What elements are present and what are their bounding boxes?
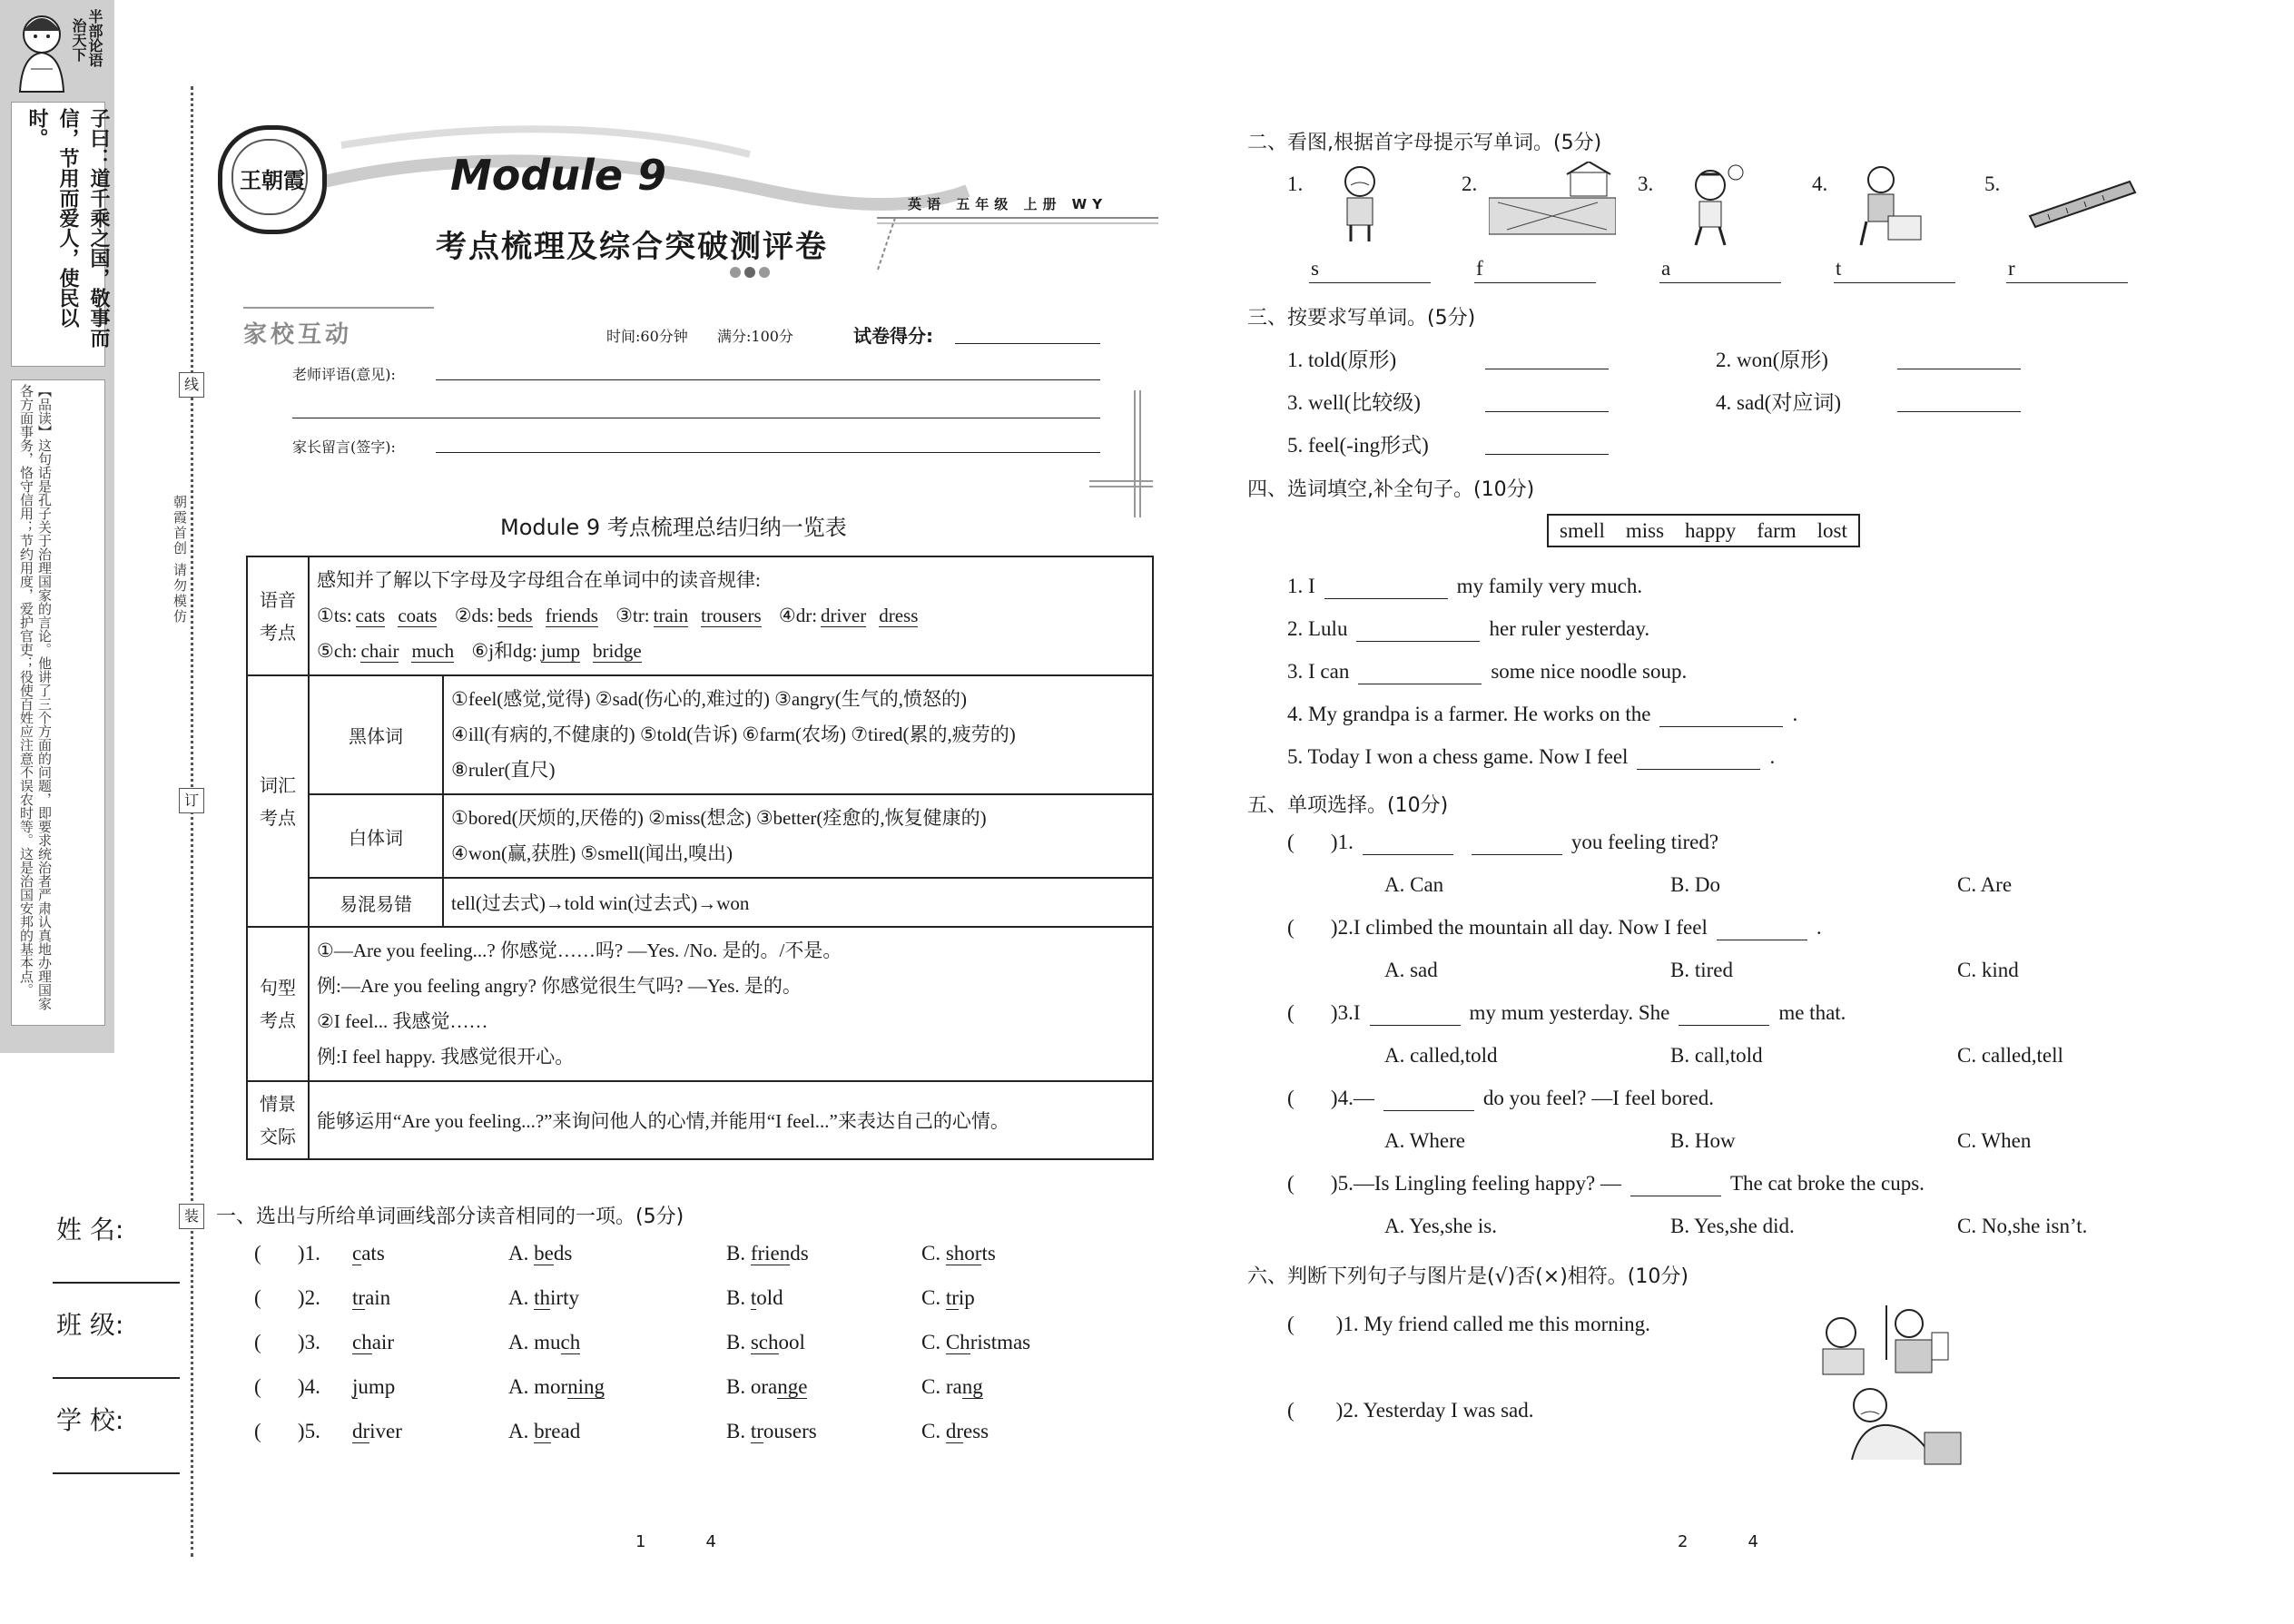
option-a: A. sad bbox=[1384, 959, 1438, 981]
boy-icon bbox=[1324, 162, 1451, 251]
section4-item bbox=[1287, 660, 1687, 684]
underlined-part: th bbox=[534, 1286, 551, 1309]
underlined-part: tr bbox=[750, 1420, 763, 1442]
option-a bbox=[508, 1420, 580, 1443]
option-a bbox=[508, 1286, 579, 1310]
option-c: C. No,she isn’t. bbox=[1957, 1215, 2088, 1237]
section3-item: 1. told(原形) bbox=[1287, 349, 1397, 371]
option-c: C. kind bbox=[1957, 959, 2019, 981]
text: 1. I bbox=[1287, 575, 1315, 597]
fill-blank[interactable] bbox=[1659, 703, 1783, 727]
answer-bracket[interactable]: ( )2. bbox=[254, 1286, 320, 1309]
section5-question: ( )4.— do you feel? —I feel bored. bbox=[1287, 1087, 1715, 1109]
answer-bracket[interactable]: ( )4. bbox=[254, 1375, 320, 1398]
section4-item bbox=[1287, 745, 1775, 770]
text: iver bbox=[369, 1420, 402, 1442]
underlined-part: ning bbox=[567, 1375, 605, 1398]
text: ristmas bbox=[970, 1331, 1031, 1353]
option-b bbox=[726, 1375, 807, 1399]
section5-question: ( )2.I climbed the mountain all day. Now I feel . bbox=[1287, 916, 1822, 939]
section4-title: 四、选词填空,补全句子。(10分) bbox=[1247, 478, 1535, 501]
text: my family very much. bbox=[1456, 575, 1643, 597]
target-word bbox=[352, 1375, 395, 1399]
class-field[interactable] bbox=[53, 1377, 180, 1379]
commentary-box bbox=[11, 379, 105, 1026]
section3-item: 5. feel(-ing形式) bbox=[1287, 434, 1429, 457]
sentence-patterns: ①—Are you feeling...? 你感觉……吗? —Yes. /No. 是的。/不是。 例:—Are you feeling angry? 你感觉很生气吗? —Yes. 是的。 ②I feel... 我感觉…… 例:I feel happy. 我感觉很开心。 bbox=[309, 927, 1153, 1081]
section1-title: 一、选出与所给单词画线部分读音相同的一项。(5分) bbox=[216, 1206, 684, 1228]
fill-blank[interactable] bbox=[1383, 1087, 1474, 1111]
text: 5. Today I won a chess game. Now I feel bbox=[1287, 745, 1629, 768]
text: irty bbox=[550, 1286, 579, 1309]
text: C. ra bbox=[921, 1375, 962, 1398]
teacher-comment-label: 老师评语(意见): bbox=[292, 366, 396, 383]
section5-question: ( )1. you feeling tired? bbox=[1287, 831, 1719, 853]
option-b: B. Do bbox=[1670, 873, 1720, 896]
logo bbox=[218, 125, 327, 234]
letter-hint: t bbox=[1836, 257, 1842, 280]
phone-call-picture bbox=[1814, 1296, 1950, 1378]
fill-blank[interactable] bbox=[1356, 617, 1480, 642]
text: )2. bbox=[1330, 916, 1354, 939]
home-school-label: 家校互动 bbox=[243, 321, 353, 349]
section1-row bbox=[254, 1375, 1126, 1412]
vertical-note: 朝霞首创 请勿模仿 bbox=[172, 495, 188, 625]
fill-blank[interactable] bbox=[1679, 1001, 1769, 1026]
letter-hint: s bbox=[1311, 257, 1319, 280]
commentary-text: 【品读】这句话是孔子关于治理国家的言论。他讲了三个方面的问题，即要求统治者严肃认真地办理国家各方面事务，恪守信用；节约用度，爱护官吏；役使百姓应注意不误农时等。这是治国安邦的基本点。 bbox=[18, 384, 53, 1010]
section4-item bbox=[1287, 575, 1642, 599]
underlined-part: frien bbox=[750, 1242, 791, 1265]
option-a bbox=[508, 1375, 605, 1399]
fill-blank[interactable] bbox=[1324, 575, 1448, 599]
section4-item bbox=[1287, 703, 1797, 727]
section1-row bbox=[254, 1331, 1126, 1367]
text: . bbox=[1792, 703, 1798, 725]
answer-line[interactable] bbox=[1834, 282, 1955, 283]
answer-line[interactable] bbox=[1309, 282, 1431, 283]
answer-line[interactable] bbox=[1659, 282, 1781, 283]
section5-question: ( )3.I my mum yesterday. She me that. bbox=[1287, 1001, 1846, 1024]
section1-row bbox=[254, 1286, 1126, 1323]
text: )4. bbox=[297, 1375, 320, 1398]
picture-number: 2. bbox=[1462, 172, 1478, 195]
phonics-row-1: ①ts: cats coats ②ds: beds friends ③tr: train trousers ④dr: driver dress bbox=[317, 605, 919, 626]
section2-title: 二、看图,根据首字母提示写单词。(5分) bbox=[1247, 132, 1602, 154]
text: C. bbox=[921, 1420, 946, 1442]
text: some nice noodle soup. bbox=[1491, 660, 1688, 683]
text: 4. My grandpa is a farmer. He works on the bbox=[1287, 703, 1651, 725]
grade-tag: 英语 五年级 上册 WY bbox=[908, 196, 1108, 212]
text: ead bbox=[551, 1420, 581, 1442]
section3-title: 三、按要求写单词。(5分) bbox=[1247, 307, 1476, 330]
option-b: B. tired bbox=[1670, 959, 1733, 981]
text: A. bbox=[508, 1420, 535, 1442]
underlined-part: sch bbox=[750, 1331, 779, 1353]
cut-mark-3: 装 bbox=[179, 1204, 204, 1229]
underlined-part: j bbox=[352, 1375, 359, 1398]
text: )4. bbox=[1330, 1087, 1354, 1109]
underlined-part: dr bbox=[945, 1420, 964, 1442]
text: me that. bbox=[1778, 1001, 1846, 1024]
time-label: 时间:60分钟 bbox=[606, 328, 688, 345]
school-label: 学 校: bbox=[56, 1405, 124, 1435]
picture-number: 3. bbox=[1638, 172, 1654, 195]
section6-item-2: ( )2. Yesterday I was sad. bbox=[1287, 1399, 1534, 1422]
picture-number: 1. bbox=[1287, 172, 1304, 195]
phonics-intro: 感知并了解以下字母及字母组合在单词中的读音规律: bbox=[317, 569, 761, 591]
sidebar bbox=[0, 0, 118, 1053]
option-a: A. called,told bbox=[1384, 1044, 1498, 1067]
section5-title: 五、单项选择。(10分) bbox=[1247, 794, 1449, 817]
underlined-part: t bbox=[750, 1286, 757, 1309]
confuse-words: tell(过去式)→told win(过去式)→won bbox=[443, 878, 1153, 927]
bold-words-label: 黑体词 bbox=[309, 675, 443, 794]
section4-item bbox=[1287, 617, 1649, 642]
name-label: 姓 名: bbox=[56, 1215, 124, 1245]
text: old bbox=[756, 1286, 783, 1309]
letter-hint: a bbox=[1661, 257, 1671, 280]
school-field[interactable] bbox=[53, 1472, 180, 1474]
text: — bbox=[1353, 1087, 1374, 1109]
name-field[interactable] bbox=[53, 1282, 180, 1284]
answer-bracket[interactable]: ( )3. bbox=[254, 1331, 320, 1353]
module-title: Module 9 bbox=[450, 151, 667, 200]
option-a bbox=[508, 1242, 572, 1265]
logo-text: 王朝霞 bbox=[240, 168, 305, 193]
answer-line[interactable] bbox=[2006, 282, 2128, 283]
text: I bbox=[1353, 1001, 1361, 1024]
text: ousers bbox=[763, 1420, 817, 1442]
answer-bracket[interactable]: ( )5. bbox=[254, 1420, 320, 1442]
option-c bbox=[921, 1331, 1030, 1354]
text: ts bbox=[981, 1242, 996, 1265]
section3-item: 3. well(比较级) bbox=[1287, 391, 1421, 414]
underlined-part: nge bbox=[777, 1375, 808, 1398]
phonics-row-2: ⑤ch: chair much ⑥j和dg: jump bridge bbox=[317, 640, 642, 662]
letter-hint: r bbox=[2008, 257, 2015, 280]
word-bank bbox=[1547, 519, 1860, 543]
text: I climbed the mountain all day. Now I feel bbox=[1353, 916, 1708, 939]
option-b: B. How bbox=[1670, 1129, 1736, 1152]
home-school-rule bbox=[243, 307, 434, 309]
text: ump bbox=[358, 1375, 396, 1398]
summary-title: Module 9 考点梳理总结归纳一览表 bbox=[500, 515, 847, 540]
section6-title: 六、判断下列句子与图片是(√)否(×)相符。(10分) bbox=[1247, 1265, 1689, 1288]
target-word bbox=[352, 1420, 402, 1443]
answer-line[interactable] bbox=[1485, 411, 1609, 412]
underlined-part: ng bbox=[961, 1375, 983, 1398]
option-c bbox=[921, 1286, 975, 1310]
scholar-illustration bbox=[4, 5, 80, 96]
text: )2. bbox=[297, 1286, 320, 1309]
text: you feeling tired? bbox=[1570, 831, 1719, 853]
sidebar-top-label: 半部论语 bbox=[86, 9, 103, 67]
answer-line[interactable] bbox=[1485, 454, 1609, 455]
sad-boy-picture bbox=[1834, 1378, 1970, 1469]
fill-blank[interactable] bbox=[1717, 916, 1807, 940]
underlined-part: tr bbox=[945, 1286, 959, 1309]
confuse-words-label: 易混易错 bbox=[309, 878, 443, 927]
text: )3. bbox=[1330, 1001, 1354, 1024]
underlined-part: be bbox=[534, 1242, 554, 1265]
fill-blank[interactable] bbox=[1358, 660, 1482, 684]
sentence-category: 句型 考点 bbox=[247, 927, 309, 1081]
cut-mark-2: 订 bbox=[179, 788, 204, 813]
section1-row bbox=[254, 1420, 1126, 1456]
underlined-part: ch bbox=[352, 1331, 372, 1353]
letter-hint: f bbox=[1476, 257, 1483, 280]
option-c: C. Are bbox=[1957, 873, 2013, 896]
bold-words: ①feel(感觉,觉得) ②sad(伤心的,难过的) ③angry(生气的,愤怒的) ④ill(有病的,不健康的) ⑤told(告诉) ⑥farm(农场) ⑦tired(累的,疲劳的) ⑧ruler(直尺) bbox=[443, 675, 1153, 794]
score-field[interactable] bbox=[955, 343, 1100, 344]
fill-blank[interactable] bbox=[1637, 745, 1760, 770]
target-word bbox=[352, 1331, 394, 1354]
text: ain bbox=[365, 1286, 391, 1309]
text: A. mu bbox=[508, 1331, 561, 1353]
picture-number: 5. bbox=[1984, 172, 2001, 195]
underlined-part: tr bbox=[352, 1286, 366, 1309]
farm-icon bbox=[1489, 162, 1616, 251]
option-b: B. Yes,she did. bbox=[1670, 1215, 1795, 1237]
score-label: 试卷得分: bbox=[853, 325, 933, 347]
class-label: 班 级: bbox=[56, 1310, 124, 1340]
option-a: A. Yes,she is. bbox=[1384, 1215, 1497, 1237]
answer-line[interactable] bbox=[1897, 411, 2021, 412]
fill-blank[interactable] bbox=[1630, 1172, 1721, 1196]
word-bank-box: smell miss happy farm lost bbox=[1547, 514, 1860, 547]
text: . bbox=[1816, 916, 1822, 939]
text: ool bbox=[778, 1331, 805, 1353]
white-words-label: 白体词 bbox=[309, 794, 443, 878]
situation-category: 情景 交际 bbox=[247, 1081, 309, 1159]
text: my mum yesterday. She bbox=[1469, 1001, 1670, 1024]
underlined-part: br bbox=[534, 1420, 552, 1442]
option-c bbox=[921, 1420, 989, 1443]
text: )3. bbox=[297, 1331, 320, 1353]
angry-boy-icon bbox=[1674, 162, 1801, 251]
text: ds bbox=[553, 1242, 573, 1265]
page-subtitle: 考点梳理及综合突破测评卷 bbox=[436, 229, 828, 265]
text: C. bbox=[921, 1286, 946, 1309]
section6-item-1: ( )1. My friend called me this morning. bbox=[1287, 1313, 1650, 1335]
teacher-comment-field[interactable] bbox=[436, 379, 1100, 380]
cut-line bbox=[191, 86, 193, 1557]
cut-mark-1: 线 bbox=[179, 372, 204, 398]
text: ds bbox=[790, 1242, 809, 1265]
vocab-category: 词汇 考点 bbox=[247, 675, 309, 927]
text: A. bbox=[508, 1242, 535, 1265]
text: )1. bbox=[1330, 831, 1354, 853]
fill-blank[interactable] bbox=[1370, 1001, 1461, 1026]
text: ip bbox=[958, 1286, 975, 1309]
parent-message-field[interactable] bbox=[436, 452, 1100, 453]
text: —Is Lingling feeling happy? — bbox=[1353, 1172, 1621, 1195]
option-c bbox=[921, 1375, 983, 1399]
text: 2. Lulu bbox=[1287, 617, 1348, 640]
text: C. bbox=[921, 1242, 946, 1265]
text: B. bbox=[726, 1331, 751, 1353]
underlined-part: dr bbox=[352, 1420, 370, 1442]
text: A. mor bbox=[508, 1375, 568, 1398]
target-word bbox=[352, 1242, 385, 1265]
text: ats bbox=[361, 1242, 385, 1265]
section3-item: 4. sad(对应词) bbox=[1716, 391, 1841, 414]
parent-message-label: 家长留言(签字): bbox=[292, 438, 396, 456]
text: do you feel? —I feel bored. bbox=[1482, 1087, 1715, 1109]
answer-line[interactable] bbox=[1474, 282, 1596, 283]
option-c bbox=[921, 1242, 996, 1265]
fill-blank[interactable] bbox=[1363, 831, 1453, 855]
text: B. bbox=[726, 1286, 751, 1309]
section3-item: 2. won(原形) bbox=[1716, 349, 1828, 371]
text: )1. bbox=[297, 1242, 320, 1265]
option-b bbox=[726, 1286, 783, 1310]
underlined-part: ch bbox=[560, 1331, 581, 1353]
option-a: A. Where bbox=[1384, 1129, 1465, 1152]
option-b bbox=[726, 1331, 805, 1354]
page-number-left: 1 4 bbox=[635, 1532, 716, 1551]
underlined-part: c bbox=[352, 1242, 362, 1265]
text: her ruler yesterday. bbox=[1489, 617, 1650, 640]
target-word bbox=[352, 1286, 390, 1310]
option-b: B. call,told bbox=[1670, 1044, 1763, 1067]
text: )5. bbox=[297, 1420, 320, 1442]
white-words: ①bored(厌烦的,厌倦的) ②miss(想念) ③better(痊愈的,恢复健康的) ④won(赢,获胜) ⑤smell(闻出,嗅出) bbox=[443, 794, 1153, 878]
box-corner-deco bbox=[1080, 381, 1153, 517]
ruler-icon bbox=[2021, 162, 2148, 251]
option-c: C. called,tell bbox=[1957, 1044, 2063, 1067]
full-score-label: 满分:100分 bbox=[717, 328, 793, 345]
tired-boy-icon bbox=[1848, 162, 1975, 251]
sidebar-top-label-2: 治天下 bbox=[70, 18, 87, 62]
quote-box bbox=[11, 102, 110, 367]
text: air bbox=[371, 1331, 394, 1353]
text: )5. bbox=[1330, 1172, 1354, 1195]
section1-row bbox=[254, 1242, 1126, 1278]
answer-bracket[interactable]: ( )1. bbox=[254, 1242, 320, 1265]
text: 3. I can bbox=[1287, 660, 1350, 683]
option-b bbox=[726, 1242, 809, 1265]
underlined-part: shor bbox=[945, 1242, 982, 1265]
text: B. bbox=[726, 1242, 751, 1265]
option-a bbox=[508, 1331, 580, 1354]
option-b bbox=[726, 1420, 817, 1443]
text: A. bbox=[508, 1286, 535, 1309]
picture-number: 4. bbox=[1812, 172, 1828, 195]
text: B. ora bbox=[726, 1375, 778, 1398]
fill-blank[interactable] bbox=[1472, 831, 1562, 855]
phonics-category: 语音 考点 bbox=[247, 556, 309, 675]
text: C. bbox=[921, 1331, 946, 1353]
text: The cat broke the cups. bbox=[1729, 1172, 1925, 1195]
quote-text: 子曰：道千乘之国，敬事而信，节用而爱人，使民以时。 bbox=[25, 108, 110, 348]
phonics-content bbox=[309, 556, 1153, 675]
underlined-part: Ch bbox=[945, 1331, 970, 1353]
text: . bbox=[1769, 745, 1776, 768]
option-a: A. Can bbox=[1384, 873, 1444, 896]
text: B. bbox=[726, 1420, 751, 1442]
text: ess bbox=[963, 1420, 989, 1442]
summary-table bbox=[246, 556, 1154, 1160]
section5-question: ( )5.—Is Lingling feeling happy? — The cat broke the cups. bbox=[1287, 1172, 1925, 1195]
situation-content: 能够运用“Are you feeling...?”来询问他人的心情,并能用“I feel...”来表达自己的心情。 bbox=[309, 1081, 1153, 1159]
page-number-right: 2 4 bbox=[1678, 1532, 1758, 1551]
option-c: C. When bbox=[1957, 1129, 2032, 1152]
